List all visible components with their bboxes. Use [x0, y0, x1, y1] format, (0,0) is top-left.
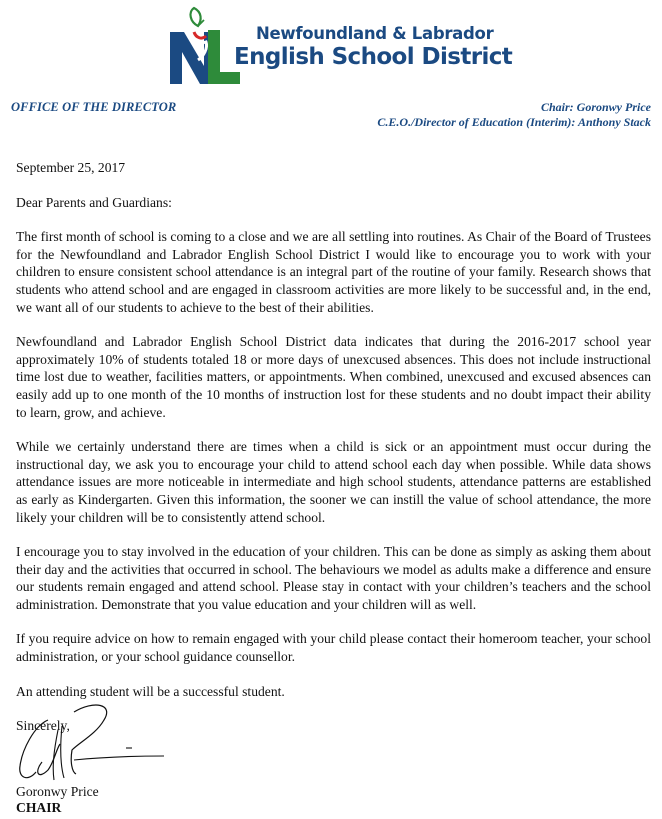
signer-title: CHAIR	[16, 800, 62, 815]
paragraph-3: While we certainly understand there are times when a child is sick or an appointment must occur during the instructional day, we ask you to encourage your child to attend school each day when possible. While data shows attendance issues are more noticeable in intermediate and high school students, attendance patterns are established as early as Kindergarten. Given this information, the sooner we can instill the value of school attendance, the more likely your children will be to consistently attend school.	[16, 439, 651, 525]
ceo-line: C.E.O./Director of Education (Interim): Anthony Stack	[377, 115, 651, 129]
paragraph-1: The first month of school is coming to a close and we are all settling into routines. As Chair of the Board of Trustees for the Newfoundland and Labrador English School District I would like to encourage you to work with your children to ensure consistent school attendance is an integral part of the routine of your family. Research shows that students who attend school and are engaged in classroom activities are more likely to be successful and, in the end, we want all of our students to achieve to the best of their abilities.	[16, 229, 651, 315]
salutation: Dear Parents and Guardians:	[16, 194, 172, 210]
paragraph-2: Newfoundland and Labrador English School District data indicates that during the 2016-2017 school year approximately 10% of students totaled 18 or more days of unexcused absences. This does not include instructional time lost due to weather, facilities matters, or appointments. When combined, unexcused and excused absences can easily add up to one month of the 10 months of instruction lost for these students and no doubt impact their ability to learn, grow, and achieve.	[16, 334, 651, 420]
letter-date: September 25, 2017	[16, 160, 126, 175]
logo-text-line2: English School District	[234, 44, 513, 70]
paragraph-5: If you require advice on how to remain engaged with your child please contact their homeroom teacher, your school administration, or your school guidance counsellor.	[16, 631, 651, 665]
logo-text-line1: Newfoundland & Labrador	[256, 24, 494, 43]
paragraph-4: I encourage you to stay involved in the education of your children. This can be done as simply as asking them about their day and the activities that occurred in school. The behaviours we model as adults make a difference and ensure our students remain engaged and attend school. Please stay in contact with your children’s teachers and the school administration. Demonstrate that you value education and your children will as well.	[16, 544, 651, 612]
office-label: OFFICE OF THE DIRECTOR	[11, 100, 177, 114]
signer-name: Goronwy Price	[16, 784, 99, 799]
officials-block	[377, 100, 651, 130]
district-logo	[168, 4, 513, 86]
closing-statement: An attending student will be a successful student.	[16, 683, 285, 699]
letter-body	[16, 159, 651, 752]
chair-line: Chair: Goronwy Price	[540, 100, 651, 114]
handwritten-signature-icon	[14, 700, 164, 788]
closing: Sincerely,	[16, 718, 70, 734]
